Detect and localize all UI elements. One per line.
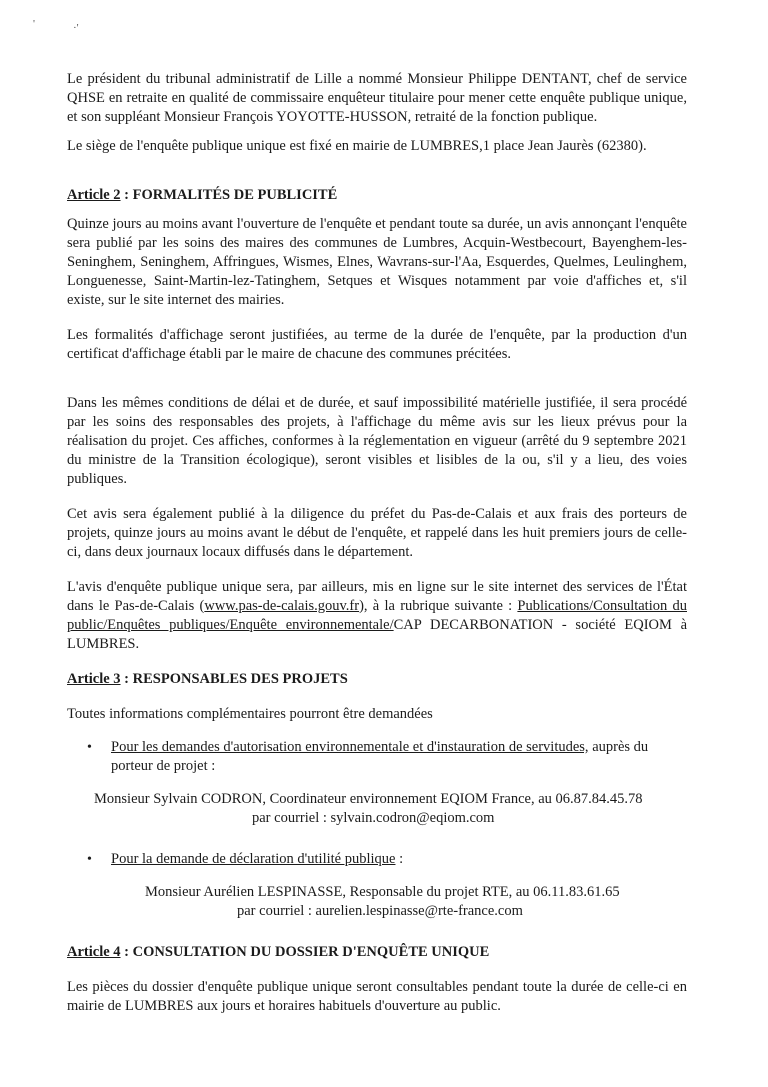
- intro-paragraph: Le siège de l'enquête publique unique est fixé en mairie de LUMBRES,1 place Jean Jaurès (62380).: [67, 138, 647, 154]
- bullet-icon: •: [87, 740, 92, 755]
- article-title: : CONSULTATION DU DOSSIER D'ENQUÊTE UNIQUE: [120, 944, 490, 960]
- bullet-rest-text: :: [395, 851, 404, 867]
- text-segment: ), à la rubrique suivante :: [359, 598, 518, 614]
- article-2-paragraph: Les formalités d'affichage seront justifiées, au terme de la durée de l'enquête, par la production d'un certificat d'affichage établi par le maire de chacune des communes précitées.: [67, 327, 687, 362]
- website-link[interactable]: www.pas-de-calais.gouv.fr: [204, 598, 360, 614]
- article-2-paragraph: [67, 578, 687, 654]
- scan-mark: ·': [73, 22, 79, 34]
- contact-email-line: par courriel : aurelien.lespinasse@rte-france.com: [237, 903, 523, 919]
- article-2-heading: [67, 186, 687, 205]
- text-segment: L'avis d'enquête publique unique sera, par ailleurs, mis en ligne sur le site internet des services de l'État dans le Pas-de-Calais (: [67, 579, 687, 614]
- article-2-paragraph: Quinze jours au moins avant l'ouverture de l'enquête et pendant toute sa durée, un avis annonçant l'enquête sera publié par les soins des maires des communes de Lumbres, Acquin-Westbecourt, Bayenghem-les-Seninghem, Seninghem, Affringues, Wismes, Elnes, Wavrans-sur-l'Aa, Esquerdes, Quelmes, Leulinghem, Longuenesse, Saint-Martin-lez-Tatinghem, Setques et Wisques notamment par voie d'affiches et, s'il existe, sur le site internet des mairies.: [67, 216, 687, 308]
- article-label: Article 4: [67, 944, 121, 960]
- article-2-paragraph: Dans les mêmes conditions de délai et de durée, et sauf impossibilité matérielle justifiée, il sera procédé par les soins des responsables des projets, à l'affichage du même avis sur les lieux prévus pour la réalisation du projet. Ces affiches, conformes à la réglementation en vigueur (arrêté du 9 septembre 2021 du ministre de la Transition écologique), seront visibles et lisibles de la ou, s'il y a lieu, des voies publiques.: [67, 395, 687, 487]
- bullet-underlined-text: Pour les demandes d'autorisation environnementale et d'instauration de servitudes,: [111, 739, 589, 755]
- bullet-text: [111, 738, 687, 776]
- article-label: Article 2: [67, 187, 121, 203]
- document-page: [67, 70, 687, 1016]
- text-segment: CAP DECARBONATION - société EQIOM à LUMBRES.: [67, 617, 688, 652]
- article-2-paragraph: Cet avis sera également publié à la diligence du préfet du Pas-de-Calais et aux frais des porteurs de projets, quinze jours au moins avant le début de l'enquête, et rappelé dans les huit premiers jours de celle-ci, dans deux journaux locaux diffusés dans le département.: [67, 506, 687, 560]
- article-label: Article 3: [67, 671, 121, 687]
- article-3-heading: [67, 670, 687, 689]
- article-3-intro: Toutes informations complémentaires pourront être demandées: [67, 706, 433, 722]
- scan-mark: ': [33, 18, 35, 30]
- intro-paragraph: Le président du tribunal administratif de Lille a nommé Monsieur Philippe DENTANT, chef de service QHSE en retraite en qualité de commissaire enquêteur titulaire pour mener cette enquête publique unique, et son suppléant Monsieur François YOYOTTE-HUSSON, retraité de la fonction publique.: [67, 71, 687, 125]
- article-4-paragraph: Les pièces du dossier d'enquête publique unique seront consultables pendant toute la durée de celle-ci en mairie de LUMBRES aux jours et horaires habituels d'ouverture au public.: [67, 979, 687, 1014]
- contact-line: Monsieur Aurélien LESPINASSE, Responsable du projet RTE, au 06.11.83.61.65: [145, 884, 620, 900]
- rubric-path-link[interactable]: Publications/Consultation du public/Enquêtes publiques/Enquête environnementale/: [67, 598, 687, 633]
- article-title: : FORMALITÉS DE PUBLICITÉ: [120, 187, 338, 203]
- bullet-text: [111, 850, 687, 869]
- bullet-item: [87, 850, 687, 869]
- bullet-item: [87, 738, 687, 776]
- article-4-heading: [67, 943, 687, 962]
- article-title: : RESPONSABLES DES PROJETS: [120, 671, 348, 687]
- contact-line: Monsieur Sylvain CODRON, Coordinateur environnement EQIOM France, au 06.87.84.45.78: [94, 791, 643, 807]
- bullet-underlined-text: Pour la demande de déclaration d'utilité publique: [111, 851, 396, 867]
- bullet-rest-text: auprès du porteur de projet :: [111, 739, 649, 774]
- contact-email-line: par courriel : sylvain.codron@eqiom.com: [252, 810, 495, 826]
- bullet-icon: •: [87, 852, 92, 867]
